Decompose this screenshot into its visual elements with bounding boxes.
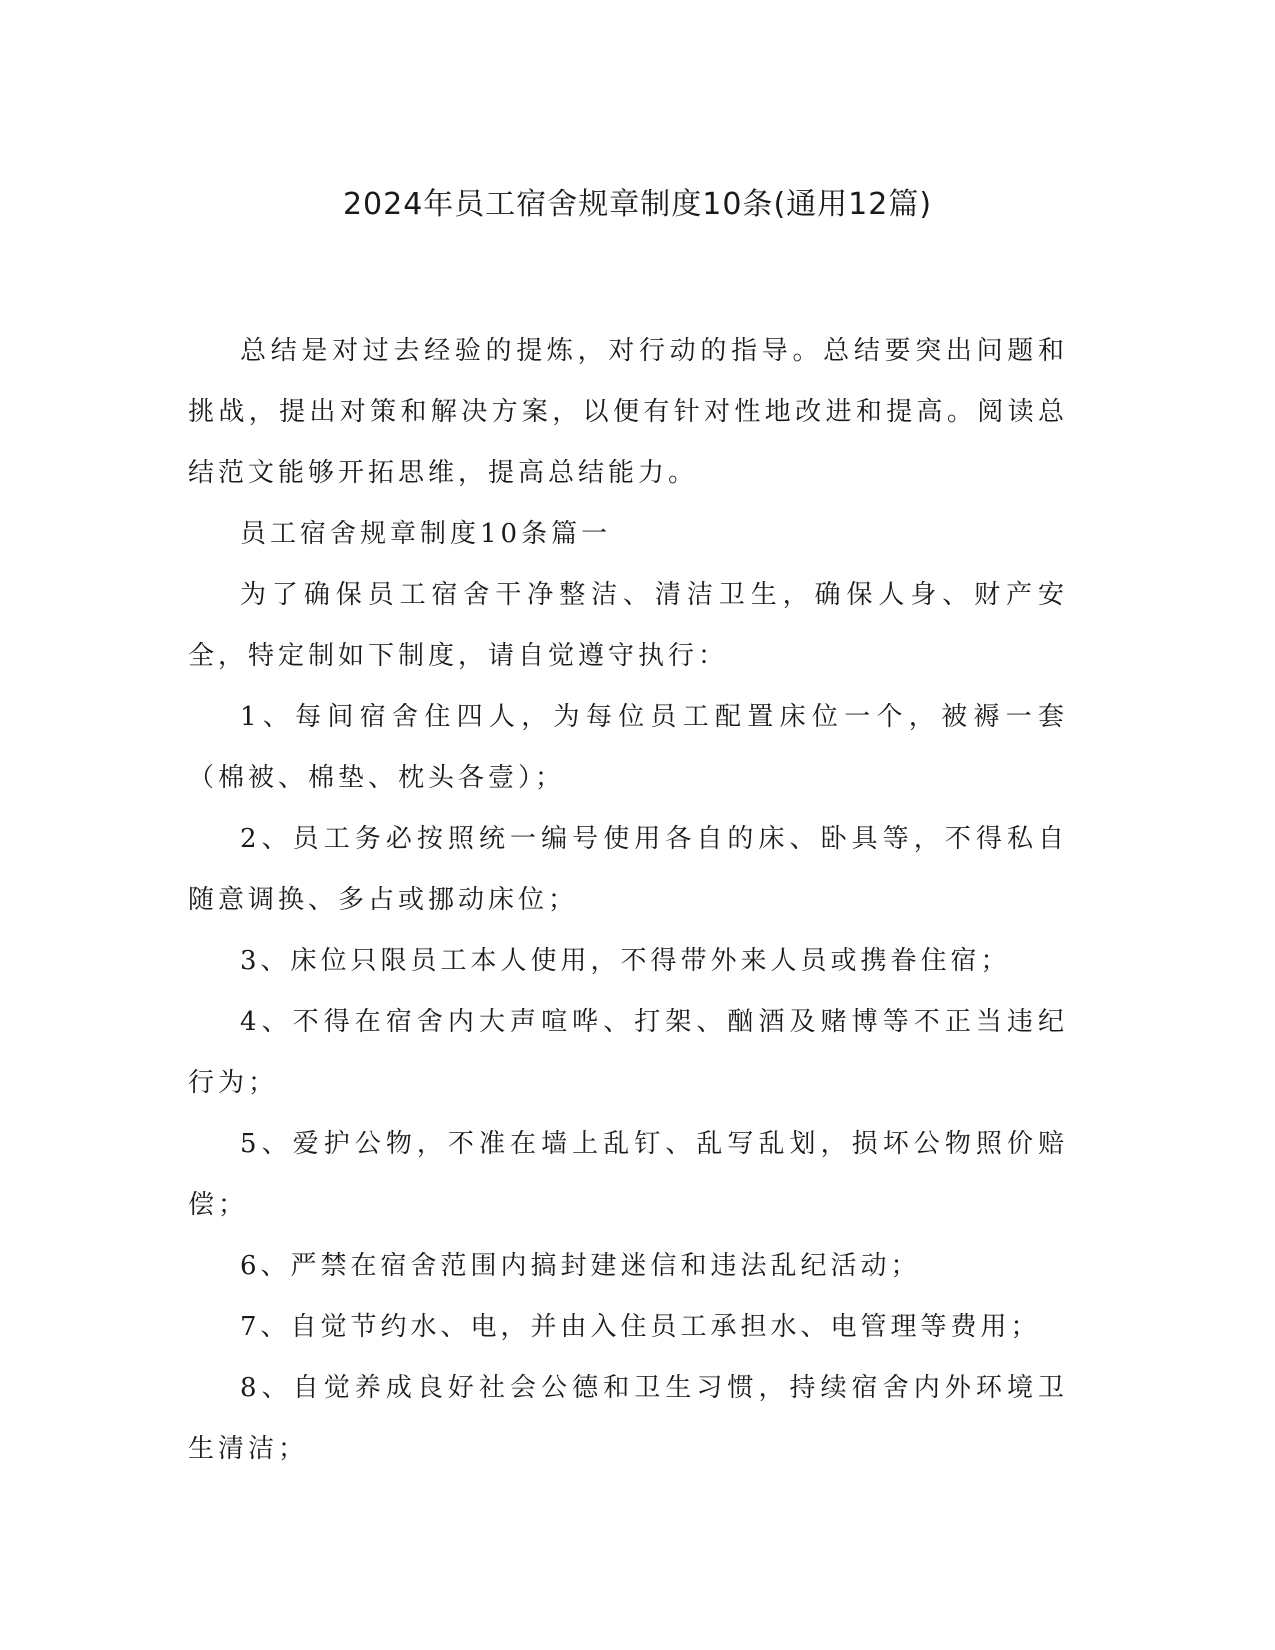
paragraph-section-heading: 员工宿舍规章制度10条篇一 — [240, 519, 612, 549]
paragraph-rule-3: 3、床位只限员工本人使用，不得带外来人员或携眷住宿； — [240, 946, 1011, 976]
paragraph-intro: 总结是对过去经验的提炼，对行动的指导。总结要突出问题和挑战，提出对策和解决方案，以便有针对性地改进和提高。阅读总结范文能够开拓思维，提高总结能力。 — [188, 336, 1068, 488]
paragraph-rule-7: 7、自觉节约水、电，并由入住员工承担水、电管理等费用； — [240, 1312, 1041, 1342]
paragraph-rule-8: 8、自觉养成良好社会公德和卫生习惯，持续宿舍内外环境卫生清洁； — [188, 1373, 1068, 1464]
paragraph-rule-5: 5、爱护公物，不准在墙上乱钉、乱写乱划，损坏公物照价赔偿； — [188, 1129, 1068, 1220]
paragraph-rule-4: 4、不得在宿舍内大声喧哗、打架、酗酒及赌博等不正当违纪行为； — [188, 1007, 1068, 1098]
paragraph-rule-1: 1、每间宿舍住四人，为每位员工配置床位一个，被褥一套（棉被、棉垫、枕头各壹）； — [188, 702, 1068, 793]
document-body — [188, 321, 1068, 1480]
paragraph-preamble: 为了确保员工宿舍干净整洁、清洁卫生，确保人身、财产安全，特定制如下制度，请自觉遵守执行： — [188, 580, 1068, 671]
document-title: 2024年员工宿舍规章制度10条(通用12篇) — [342, 187, 933, 222]
paragraph-rule-2: 2、员工务必按照统一编号使用各自的床、卧具等，不得私自随意调换、多占或挪动床位； — [188, 824, 1068, 915]
paragraph-rule-6: 6、严禁在宿舍范围内搞封建迷信和违法乱纪活动； — [240, 1251, 921, 1281]
